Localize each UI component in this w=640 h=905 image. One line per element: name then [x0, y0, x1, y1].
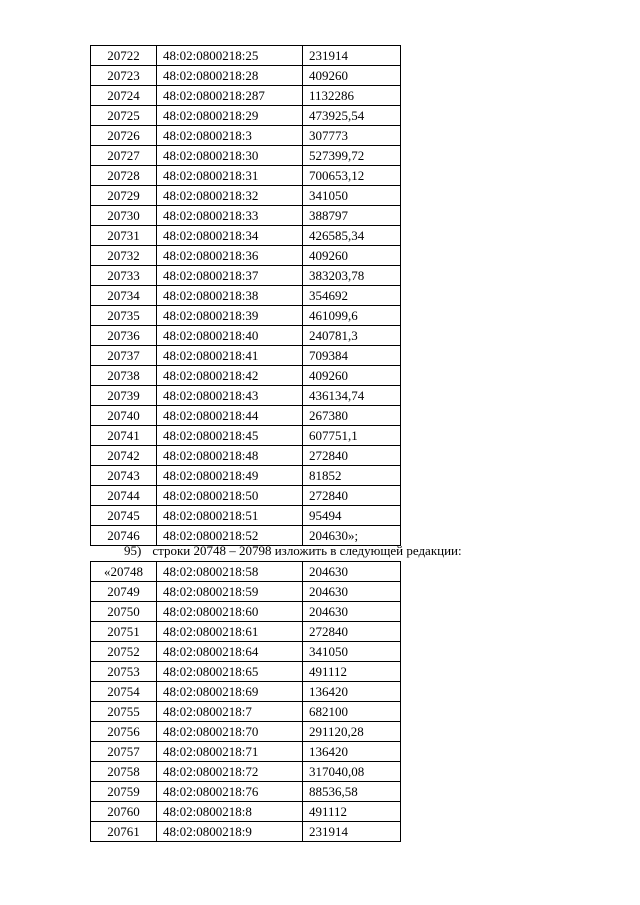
cadastral-number: 48:02:0800218:65 [157, 662, 303, 682]
table-row [91, 386, 401, 406]
table-row [91, 166, 401, 186]
row-number: 20734 [91, 286, 157, 306]
table-row [91, 742, 401, 762]
cadastral-number: 48:02:0800218:59 [157, 582, 303, 602]
table-row [91, 126, 401, 146]
cadastral-value: 272840 [303, 622, 401, 642]
table-row [91, 802, 401, 822]
table-row [91, 446, 401, 466]
cadastral-number: 48:02:0800218:48 [157, 446, 303, 466]
cadastral-number: 48:02:0800218:287 [157, 86, 303, 106]
cadastral-value: 491112 [303, 662, 401, 682]
cadastral-value: 136420 [303, 682, 401, 702]
cadastral-value: 81852 [303, 466, 401, 486]
table-1-body [91, 46, 401, 546]
cadastral-value: 307773 [303, 126, 401, 146]
row-number: 20757 [91, 742, 157, 762]
cadastral-value: 204630»; [303, 526, 401, 546]
cadastral-value: 409260 [303, 366, 401, 386]
row-number: 20733 [91, 266, 157, 286]
cadastral-number: 48:02:0800218:72 [157, 762, 303, 782]
cadastral-number: 48:02:0800218:60 [157, 602, 303, 622]
row-number: 20756 [91, 722, 157, 742]
table-row [91, 642, 401, 662]
row-number: 20730 [91, 206, 157, 226]
row-number: 20728 [91, 166, 157, 186]
row-number: 20761 [91, 822, 157, 842]
table-row [91, 602, 401, 622]
row-number: 20725 [91, 106, 157, 126]
cadastral-table-2 [90, 561, 401, 842]
cadastral-value: 426585,34 [303, 226, 401, 246]
cadastral-value: 461099,6 [303, 306, 401, 326]
row-number: 20727 [91, 146, 157, 166]
cadastral-number: 48:02:0800218:36 [157, 246, 303, 266]
cadastral-value: 341050 [303, 186, 401, 206]
row-number: 20759 [91, 782, 157, 802]
cadastral-number: 48:02:0800218:44 [157, 406, 303, 426]
cadastral-number: 48:02:0800218:31 [157, 166, 303, 186]
amendment-instruction [124, 542, 462, 560]
cadastral-value: 409260 [303, 246, 401, 266]
cadastral-number: 48:02:0800218:76 [157, 782, 303, 802]
table-row [91, 246, 401, 266]
cadastral-value: 231914 [303, 822, 401, 842]
row-number: 20750 [91, 602, 157, 622]
row-number: 20758 [91, 762, 157, 782]
table-row [91, 286, 401, 306]
cadastral-value: 88536,58 [303, 782, 401, 802]
cadastral-number: 48:02:0800218:51 [157, 506, 303, 526]
cadastral-value: 291120,28 [303, 722, 401, 742]
cadastral-number: 48:02:0800218:70 [157, 722, 303, 742]
cadastral-number: 48:02:0800218:41 [157, 346, 303, 366]
cadastral-value: 204630 [303, 602, 401, 622]
cadastral-number: 48:02:0800218:9 [157, 822, 303, 842]
cadastral-value: 436134,74 [303, 386, 401, 406]
cadastral-table-1 [90, 45, 401, 546]
cadastral-value: 409260 [303, 66, 401, 86]
cadastral-number: 48:02:0800218:64 [157, 642, 303, 662]
cadastral-value: 527399,72 [303, 146, 401, 166]
table-row [91, 562, 401, 582]
cadastral-number: 48:02:0800218:49 [157, 466, 303, 486]
row-number: 20739 [91, 386, 157, 406]
row-number: 20732 [91, 246, 157, 266]
cadastral-number: 48:02:0800218:3 [157, 126, 303, 146]
cadastral-number: 48:02:0800218:30 [157, 146, 303, 166]
cadastral-value: 204630 [303, 562, 401, 582]
row-number: 20755 [91, 702, 157, 722]
row-number: 20760 [91, 802, 157, 822]
row-number: 20723 [91, 66, 157, 86]
row-number: 20743 [91, 466, 157, 486]
row-number: 20740 [91, 406, 157, 426]
cadastral-number: 48:02:0800218:25 [157, 46, 303, 66]
cadastral-number: 48:02:0800218:58 [157, 562, 303, 582]
row-number: 20737 [91, 346, 157, 366]
row-number: 20735 [91, 306, 157, 326]
table-row [91, 326, 401, 346]
row-number: «20748 [91, 562, 157, 582]
cadastral-value: 136420 [303, 742, 401, 762]
table-row [91, 146, 401, 166]
table-row [91, 506, 401, 526]
cadastral-value: 240781,3 [303, 326, 401, 346]
cadastral-value: 607751,1 [303, 426, 401, 446]
table-row [91, 662, 401, 682]
table-row [91, 762, 401, 782]
cadastral-value: 272840 [303, 486, 401, 506]
cadastral-value: 383203,78 [303, 266, 401, 286]
cadastral-value: 231914 [303, 46, 401, 66]
table-row [91, 406, 401, 426]
table-row [91, 106, 401, 126]
cadastral-value: 267380 [303, 406, 401, 426]
cadastral-value: 682100 [303, 702, 401, 722]
table-row [91, 46, 401, 66]
cadastral-value: 341050 [303, 642, 401, 662]
table-row [91, 426, 401, 446]
table-row [91, 466, 401, 486]
row-number: 20738 [91, 366, 157, 386]
table-row [91, 226, 401, 246]
instruction-text: строки 20748 – 20798 изложить в следующей редакции: [152, 543, 462, 558]
table-row [91, 306, 401, 326]
table-row [91, 722, 401, 742]
cadastral-value: 204630 [303, 582, 401, 602]
cadastral-number: 48:02:0800218:29 [157, 106, 303, 126]
row-number: 20741 [91, 426, 157, 446]
table-row [91, 186, 401, 206]
cadastral-number: 48:02:0800218:71 [157, 742, 303, 762]
cadastral-number: 48:02:0800218:61 [157, 622, 303, 642]
row-number: 20722 [91, 46, 157, 66]
instruction-marker: 95) [124, 543, 142, 558]
cadastral-number: 48:02:0800218:33 [157, 206, 303, 226]
cadastral-value: 95494 [303, 506, 401, 526]
row-number: 20753 [91, 662, 157, 682]
cadastral-value: 709384 [303, 346, 401, 366]
cadastral-number: 48:02:0800218:52 [157, 526, 303, 546]
table-row [91, 782, 401, 802]
row-number: 20752 [91, 642, 157, 662]
row-number: 20754 [91, 682, 157, 702]
cadastral-number: 48:02:0800218:50 [157, 486, 303, 506]
cadastral-number: 48:02:0800218:38 [157, 286, 303, 306]
table-row [91, 86, 401, 106]
cadastral-number: 48:02:0800218:8 [157, 802, 303, 822]
row-number: 20742 [91, 446, 157, 466]
row-number: 20746 [91, 526, 157, 546]
cadastral-number: 48:02:0800218:34 [157, 226, 303, 246]
table-row [91, 206, 401, 226]
row-number: 20749 [91, 582, 157, 602]
table-row [91, 582, 401, 602]
cadastral-value: 700653,12 [303, 166, 401, 186]
table-row [91, 266, 401, 286]
table-row [91, 682, 401, 702]
row-number: 20744 [91, 486, 157, 506]
cadastral-number: 48:02:0800218:40 [157, 326, 303, 346]
cadastral-number: 48:02:0800218:69 [157, 682, 303, 702]
cadastral-value: 272840 [303, 446, 401, 466]
table-row [91, 622, 401, 642]
cadastral-number: 48:02:0800218:39 [157, 306, 303, 326]
cadastral-value: 354692 [303, 286, 401, 306]
cadastral-number: 48:02:0800218:28 [157, 66, 303, 86]
row-number: 20724 [91, 86, 157, 106]
table-row [91, 702, 401, 722]
cadastral-value: 317040,08 [303, 762, 401, 782]
table-row [91, 66, 401, 86]
table-row [91, 822, 401, 842]
row-number: 20731 [91, 226, 157, 246]
row-number: 20751 [91, 622, 157, 642]
row-number: 20736 [91, 326, 157, 346]
row-number: 20729 [91, 186, 157, 206]
cadastral-value: 1132286 [303, 86, 401, 106]
table-row [91, 486, 401, 506]
row-number: 20745 [91, 506, 157, 526]
cadastral-value: 473925,54 [303, 106, 401, 126]
cadastral-number: 48:02:0800218:32 [157, 186, 303, 206]
cadastral-value: 388797 [303, 206, 401, 226]
table-2-body [91, 562, 401, 842]
cadastral-number: 48:02:0800218:42 [157, 366, 303, 386]
cadastral-number: 48:02:0800218:45 [157, 426, 303, 446]
cadastral-number: 48:02:0800218:37 [157, 266, 303, 286]
table-row [91, 346, 401, 366]
cadastral-number: 48:02:0800218:7 [157, 702, 303, 722]
cadastral-number: 48:02:0800218:43 [157, 386, 303, 406]
table-row [91, 366, 401, 386]
row-number: 20726 [91, 126, 157, 146]
cadastral-value: 491112 [303, 802, 401, 822]
